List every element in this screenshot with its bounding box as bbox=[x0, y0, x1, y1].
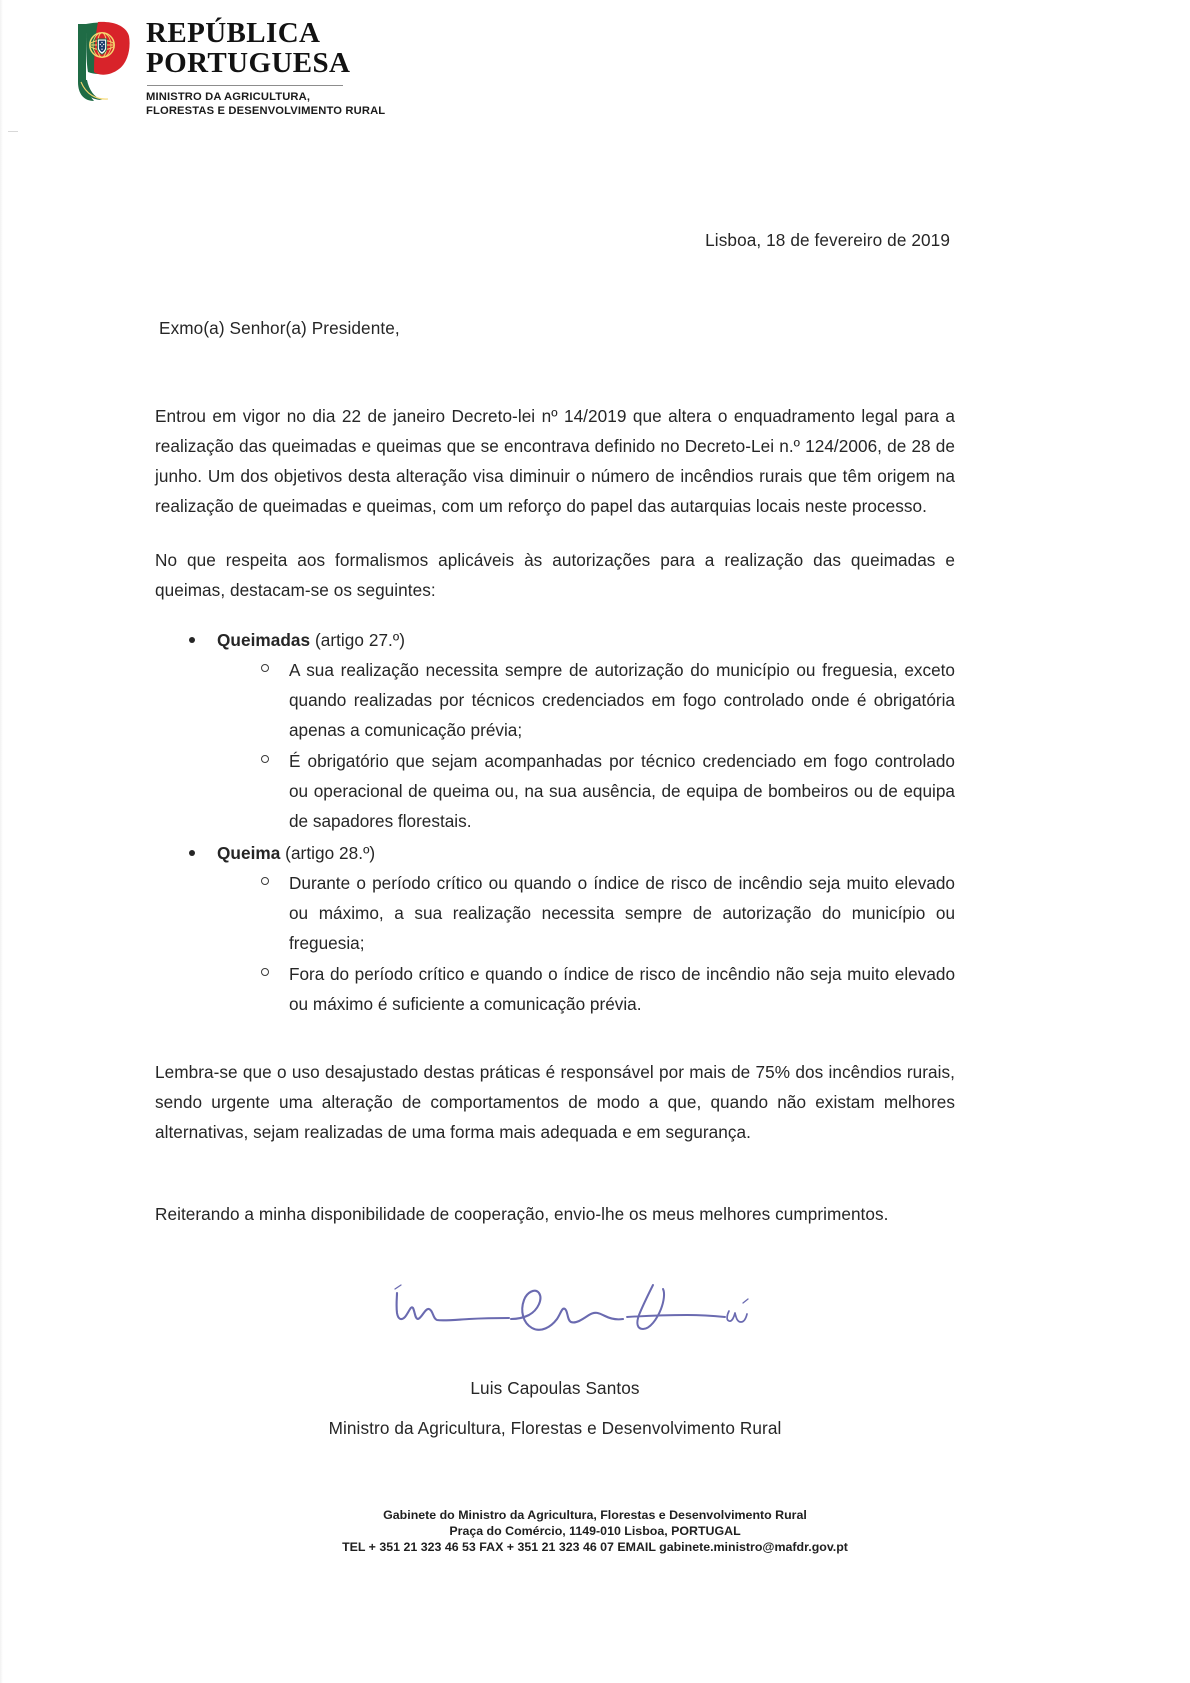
list-item-label bbox=[217, 843, 375, 863]
sublist-item-text: A sua realização necessita sempre de autorização do município ou freguesia, exceto quando realizadas por técnicos credenciados em fogo controlado onde é obrigatória apenas a comunicação prévia; bbox=[289, 660, 955, 740]
list-item-label-rest: (artigo 28.º) bbox=[280, 843, 376, 863]
sublist-item-text: Fora do período crítico e quando o índice de risco de incêndio não seja muito elevado ou máximo é suficiente a comunicação prévia. bbox=[289, 964, 955, 1014]
paragraph-3: Lembra-se que o uso desajustado destas práticas é responsável por mais de 75% dos incêndios rurais, sendo urgente uma alteração de comportamentos de modo a que, quando não existam melhores alternativas, sejam realizadas de uma forma mais adequada e em segurança. bbox=[155, 1062, 955, 1142]
list-item-label-bold: Queima bbox=[217, 843, 281, 863]
footer-contacts: TEL + 351 21 323 46 53 FAX + 351 21 323 46 07 EMAIL gabinete.ministro@mafdr.gov.pt bbox=[342, 1540, 848, 1554]
brand-divider bbox=[147, 85, 343, 86]
list-item-label bbox=[217, 630, 405, 650]
paragraph-1: Entrou em vigor no dia 22 de janeiro Decreto-lei nº 14/2019 que altera o enquadramento legal para a realização das queimadas e queimas que se encontrava definido no Decreto-Lei n.º 124/2006, de 28 de junho. Um dos objetivos desta alteração visa diminuir o número de incêndios rurais que têm origem na realização de queimadas e queimas, com um reforço do papel das autarquias locais neste processo. bbox=[155, 406, 955, 516]
formalities-list bbox=[155, 625, 955, 1019]
sublist-item-text: É obrigatório que sejam acompanhadas por técnico credenciado em fogo controlado ou operacional de queima ou, na sua ausência, de equipa de bombeiros ou de equipa de sapadores florestais. bbox=[289, 751, 955, 831]
date-line: Lisboa, 18 de fevereiro de 2019 bbox=[705, 230, 950, 250]
list-item bbox=[217, 868, 955, 958]
brand-line-republica: REPÚBLICA bbox=[146, 17, 321, 49]
handwritten-signature-ink bbox=[391, 1275, 751, 1362]
sublist bbox=[217, 868, 955, 1019]
portugal-flag-shield-icon bbox=[72, 16, 134, 104]
list-item bbox=[217, 655, 955, 745]
brand-block bbox=[146, 14, 385, 118]
scan-edge-artifact bbox=[0, 0, 3, 1683]
paragraph-2: No que respeita aos formalismos aplicáveis às autorizações para a realização das queimadas e queimas, destacam-se os seguintes: bbox=[155, 550, 955, 600]
filled-disc-bullet-icon bbox=[189, 850, 195, 856]
brand-line-portuguesa: PORTUGUESA bbox=[146, 47, 351, 79]
list-item bbox=[155, 625, 955, 836]
filled-disc-bullet-icon bbox=[189, 637, 195, 643]
list-item bbox=[217, 959, 955, 1019]
hollow-circle-bullet-icon bbox=[261, 968, 269, 976]
list-item bbox=[155, 838, 955, 1019]
hollow-circle-bullet-icon bbox=[261, 664, 269, 672]
footer-office-name: Gabinete do Ministro da Agricultura, Florestas e Desenvolvimento Rural bbox=[383, 1508, 807, 1522]
signer-title: Ministro da Agricultura, Florestas e Desenvolvimento Rural bbox=[328, 1418, 782, 1438]
page-footer bbox=[0, 1507, 1190, 1555]
footer-address: Praça do Comércio, 1149-010 Lisboa, PORTUGAL bbox=[449, 1524, 741, 1538]
paragraph-4: Reiterando a minha disponibilidade de cooperação, envio-lhe os meus melhores cumprimentos. bbox=[155, 1204, 889, 1224]
signer-name: Luis Capoulas Santos bbox=[470, 1378, 640, 1398]
ministry-line-2: FLORESTAS E DESENVOLVIMENTO RURAL bbox=[146, 104, 386, 117]
ministry-line-1: MINISTRO DA AGRICULTURA, bbox=[146, 91, 311, 103]
list-item-label-rest: (artigo 27.º) bbox=[310, 630, 405, 650]
letter-body bbox=[155, 225, 955, 1443]
list-item bbox=[217, 746, 955, 836]
letterhead bbox=[72, 14, 385, 118]
list-item-label-bold: Queimadas bbox=[217, 630, 311, 650]
hollow-circle-bullet-icon bbox=[261, 877, 269, 885]
scan-tick-artifact bbox=[8, 131, 18, 132]
sublist-item-text: Durante o período crítico ou quando o índice de risco de incêndio seja muito elevado ou máximo, a sua realização necessita sempre de autorização do município ou freguesia; bbox=[289, 873, 955, 953]
hollow-circle-bullet-icon bbox=[261, 755, 269, 763]
signature-block bbox=[155, 1253, 955, 1373]
sublist bbox=[217, 655, 955, 836]
salutation: Exmo(a) Senhor(a) Presidente, bbox=[159, 318, 400, 338]
